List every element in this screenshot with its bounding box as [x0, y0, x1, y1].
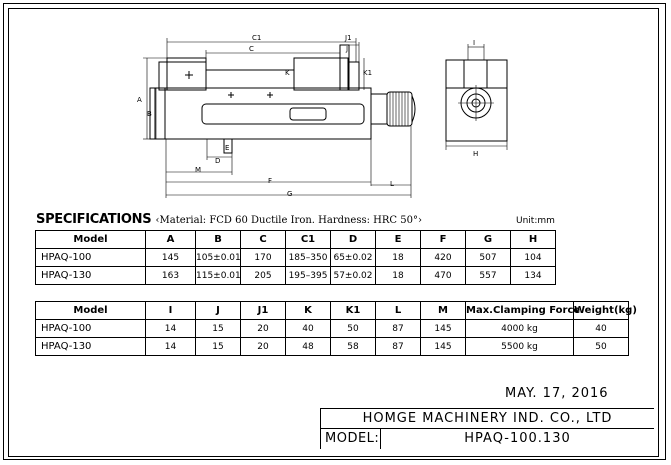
table-header-cell: M: [421, 302, 466, 320]
table-cell: 557: [466, 267, 511, 285]
screw-marks: [185, 71, 273, 98]
table-cell: 58: [331, 338, 376, 356]
table-cell: 185–350: [286, 249, 331, 267]
table-cell: 14: [146, 338, 196, 356]
table-row: [36, 267, 556, 285]
drawing-date: MAY. 17, 2016: [505, 386, 609, 401]
dim-label-A: A: [137, 96, 142, 104]
table-header-cell: I: [146, 302, 196, 320]
table-cell: 104: [511, 249, 556, 267]
dim-label-M: M: [195, 166, 202, 174]
model-value: HPAQ-100.130: [464, 431, 571, 446]
table-header-cell: D: [331, 231, 376, 249]
table-cell: 470: [421, 267, 466, 285]
table-cell: 205: [241, 267, 286, 285]
table-cell: HPAQ-130: [36, 338, 146, 356]
table-header-cell: G: [466, 231, 511, 249]
dim-label-K1: K1: [363, 69, 373, 77]
table-cell: 40: [286, 320, 331, 338]
table-cell: 145: [421, 320, 466, 338]
table-cell: 20: [241, 320, 286, 338]
table-header-cell: E: [376, 231, 421, 249]
dim-label-H: H: [473, 150, 479, 158]
table-header-row: [36, 302, 629, 320]
table-cell: 48: [286, 338, 331, 356]
spec-table-dimensions: [35, 230, 556, 285]
table-cell: 14: [146, 320, 196, 338]
spec-table-clamping: [35, 301, 637, 356]
table-cell: 50: [331, 320, 376, 338]
table-cell: 145: [146, 249, 196, 267]
dim-label-D: D: [215, 157, 221, 165]
table-cell: 195–395: [286, 267, 331, 285]
dim-label-G: G: [287, 190, 293, 198]
table-cell: 87: [376, 320, 421, 338]
table-header-cell: C1: [286, 231, 331, 249]
table-header-cell: A: [146, 231, 196, 249]
table-header-cell: H: [511, 231, 556, 249]
specifications-heading: [36, 212, 422, 227]
table-cell: 18: [376, 249, 421, 267]
table-cell: 15: [196, 320, 241, 338]
table-cell: 40: [574, 320, 629, 338]
table-cell: 87: [376, 338, 421, 356]
table-header-cell: K1: [331, 302, 376, 320]
specifications-title: SPECIFICATIONS: [36, 212, 152, 227]
table-cell: 50: [574, 338, 629, 356]
table-row: [36, 249, 556, 267]
dim-label-J: J: [346, 45, 349, 53]
dim-label-L: L: [390, 180, 394, 188]
table-cell: HPAQ-130: [36, 267, 146, 285]
table-header-cell: Model: [36, 231, 146, 249]
table-cell: 20: [241, 338, 286, 356]
dim-label-C1: C1: [252, 34, 262, 42]
model-row: [320, 428, 654, 449]
table-header-cell: Weight(kg): [574, 302, 629, 320]
table-cell: 65±0.02: [331, 249, 376, 267]
table-cell: 507: [466, 249, 511, 267]
table-header-row: [36, 231, 556, 249]
table-cell: 57±0.02: [331, 267, 376, 285]
dim-label-B: B: [147, 110, 152, 118]
table-row: [36, 338, 629, 356]
dim-label-C: C: [249, 45, 254, 53]
table-cell: 105±0.01: [196, 249, 241, 267]
material-note: ‹Material: FCD 60 Ductile Iron. Hardness: HRC 50°›: [155, 215, 422, 226]
vise-end-view: [446, 60, 507, 141]
company-name: HOMGE MACHINERY IND. CO., LTD: [320, 408, 654, 428]
dim-label-E: E: [225, 144, 230, 152]
table-header-cell: C: [241, 231, 286, 249]
table-header-cell: F: [421, 231, 466, 249]
vise-side-view: [150, 45, 415, 153]
table-cell: 115±0.01: [196, 267, 241, 285]
table-header-cell: J1: [241, 302, 286, 320]
table-cell: 420: [421, 249, 466, 267]
table-cell: HPAQ-100: [36, 249, 146, 267]
dim-label-F: F: [268, 177, 273, 185]
model-label: MODEL:: [321, 429, 381, 449]
table-row: [36, 320, 629, 338]
table-header-cell: Model: [36, 302, 146, 320]
dim-label-J1: J1: [345, 34, 352, 42]
table-header-cell: L: [376, 302, 421, 320]
dim-label-I: I: [473, 39, 476, 47]
table-cell: 134: [511, 267, 556, 285]
table-header-cell: Max.Clamping Force: [466, 302, 574, 320]
dim-label-K: K: [285, 69, 290, 77]
table-header-cell: J: [196, 302, 241, 320]
unit-label: Unit:mm: [516, 216, 555, 226]
table-header-cell: K: [286, 302, 331, 320]
table-cell: 163: [146, 267, 196, 285]
table-cell: 18: [376, 267, 421, 285]
table-cell: 15: [196, 338, 241, 356]
table-cell: HPAQ-100: [36, 320, 146, 338]
table-cell: 145: [421, 338, 466, 356]
table-cell: 4000 kg: [466, 320, 574, 338]
table-header-cell: B: [196, 231, 241, 249]
table-cell: 5500 kg: [466, 338, 574, 356]
table-cell: 170: [241, 249, 286, 267]
